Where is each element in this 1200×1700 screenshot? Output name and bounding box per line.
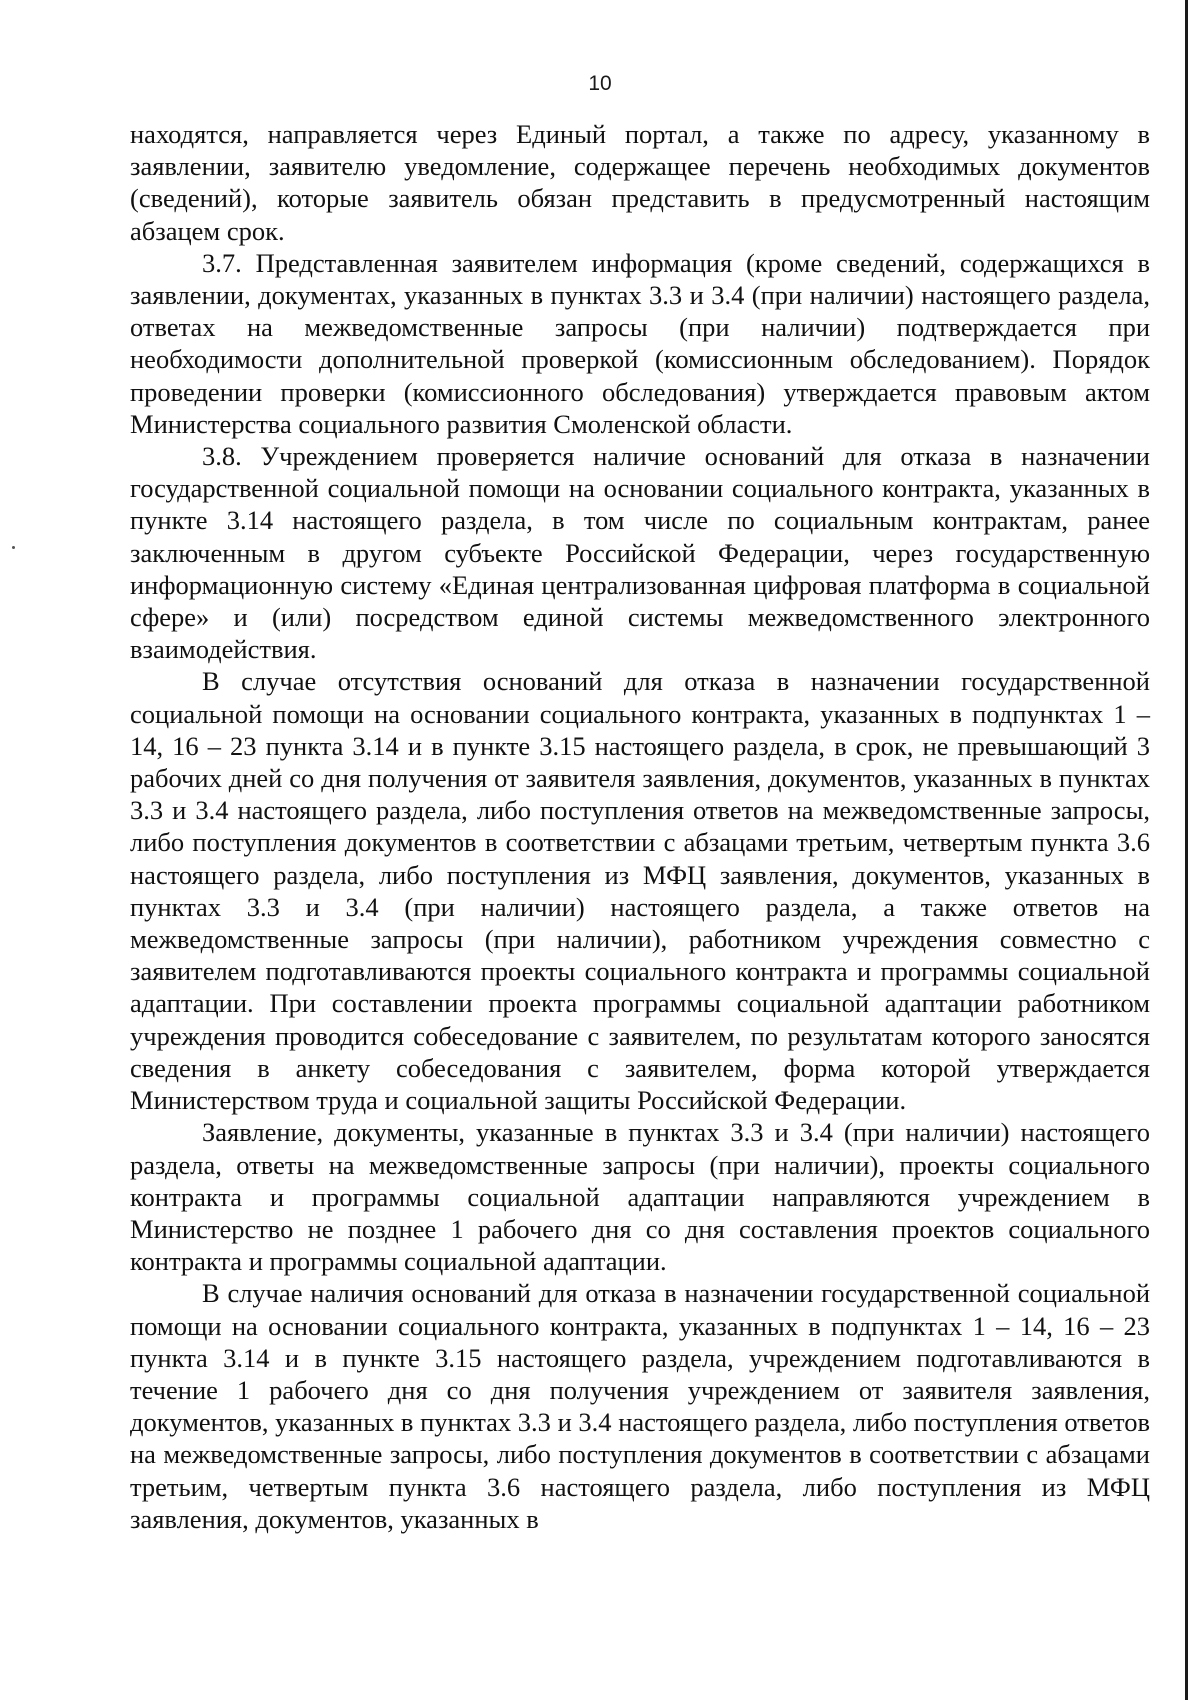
scan-speck [12, 546, 15, 549]
paragraph-continuation: находятся, направляется через Единый портал, а также по адресу, указанному в заявлении, заявителю уведомление, содержащее перечень необходимых документов (сведений), которые заявитель обязан представить в предусмотренный настоящим абзацем срок. [130, 119, 1150, 246]
page-number: 10 [588, 72, 612, 95]
paragraph-application-documents: Заявление, документы, указанные в пунктах 3.3 и 3.4 (при наличии) настоящего раздела, ответы на межведомственные запросы (при наличии), проекты социального контракта и программы социальной адаптации направляются учреждением в Министерство не позднее 1 рабочего дня со дня составления проектов социального контракта и программы социальной адаптации. [130, 1117, 1150, 1277]
paragraph-no-grounds-for-refusal: В случае отсутствия оснований для отказа в назначении государственной социальной помощи на основании социального контракта, указанных в подпунктах 1 – 14, 16 – 23 пункта 3.14 и в пункте 3.15 настоящего раздела, в срок, не превышающий 3 рабочих дней со дня получения от заявителя заявления, документов, указанных в пунктах 3.3 и 3.4 настоящего раздела, либо поступления ответов на межведомственные запросы, либо поступления документов в соответствии с абзацами третьим, четвертым пункта 3.6 настоящего раздела, либо поступления из МФЦ заявления, документов, указанных в пунктах 3.3 и 3.4 (при наличии) настоящего раздела, а также ответов на межведомственные запросы (при наличии), работником учреждения совместно с заявителем подготавливаются проекты социального контракта и программы социальной адаптации. При составлении проекта программы социальной адаптации работником учреждения проводится собеседование с заявителем, по результатам которого заносятся сведения в анкету собеседования с заявителем, форма которой утверждается Министерством труда и социальной защиты Российской Федерации. [130, 666, 1150, 1116]
paragraph-3-8: 3.8. Учреждением проверяется наличие оснований для отказа в назначении государственной социальной помощи на основании социального контракта, указанных в пункте 3.14 настоящего раздела, в том числе по социальным контрактам, ранее заключенным в другом субъекте Российской Федерации, через государственную информационную систему «Единая централизованная цифровая платформа в социальной сфере» и (или) посредством единой системы межведомственного электронного взаимодействия. [130, 441, 1150, 665]
paragraph-3-7: 3.7. Представленная заявителем информация (кроме сведений, содержащихся в заявлении, документах, указанных в пунктах 3.3 и 3.4 (при наличии) настоящего раздела, ответах на межведомственные запросы (при наличии) подтверждается при необходимости дополнительной проверкой (комиссионным обследованием). Порядок проведении проверки (комиссионного обследования) утверждается правовым актом Министерства социального развития Смоленской области. [130, 247, 1150, 439]
document-body [130, 118, 1150, 1535]
scan-edge-line [1185, 0, 1188, 1700]
paragraph-grounds-for-refusal: В случае наличия оснований для отказа в назначении государственной социальной помощи на основании социального контракта, указанных в подпунктах 1 – 14, 16 – 23 пункта 3.14 и в пункте 3.15 настоящего раздела, учреждением подготавливаются в течение 1 рабочего дня со дня получения учреждением от заявителя заявления, документов, указанных в пунктах 3.3 и 3.4 настоящего раздела, либо поступления ответов на межведомственные запросы, либо поступления документов в соответствии с абзацами третьим, четвертым пункта 3.6 настоящего раздела, либо поступления из МФЦ заявления, документов, указанных в [130, 1278, 1150, 1534]
